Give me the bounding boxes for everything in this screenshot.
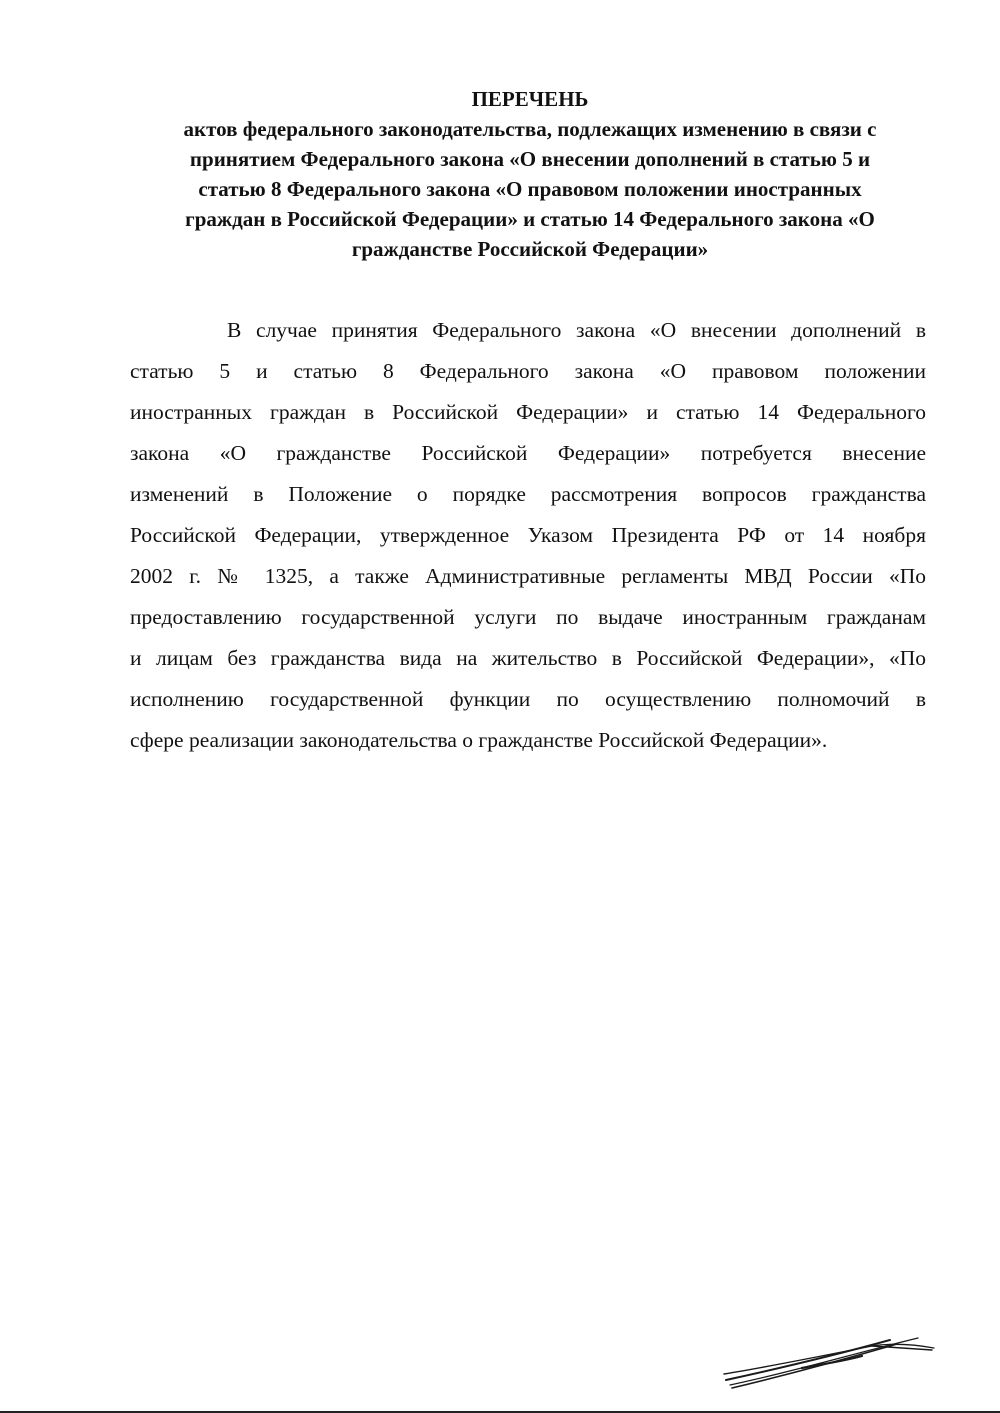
paragraph-line: закона «О гражданстве Российской Федерации» потребуется внесение bbox=[130, 441, 926, 465]
subtitle-line: граждан в Российской Федерации» и статью 14 Федерального закона «О bbox=[185, 207, 875, 231]
subtitle-line: принятием Федерального закона «О внесении дополнений в статью 5 и bbox=[189, 147, 871, 171]
document-heading bbox=[0, 84, 1000, 264]
paragraph-line: и лицам без гражданства вида на жительство в Российской Федерации», «По bbox=[130, 646, 926, 670]
subtitle-line: гражданстве Российской Федерации» bbox=[351, 237, 709, 261]
paragraph-line: статью 5 и статью 8 Федерального закона «О правовом положении bbox=[130, 359, 926, 383]
paragraph-line: исполнению государственной функции по осуществлению полномочий в bbox=[130, 687, 926, 711]
body-paragraph bbox=[130, 310, 926, 761]
paragraph-line: сфере реализации законодательства о гражданстве Российской Федерации». bbox=[130, 728, 828, 752]
paragraph-line: изменений в Положение о порядке рассмотрения вопросов гражданства bbox=[130, 482, 926, 506]
subtitle-line: актов федерального законодательства, подлежащих изменению в связи с bbox=[183, 117, 877, 141]
paragraph-line: В случае принятия Федерального закона «О внесении дополнений в bbox=[227, 318, 926, 342]
document-title: ПЕРЕЧЕНЬ bbox=[471, 87, 589, 111]
paragraph-line: Российской Федерации, утвержденное Указом Президента РФ от 14 ноября bbox=[130, 523, 926, 547]
paragraph-line: предоставлению государственной услуги по выдаче иностранным гражданам bbox=[130, 605, 926, 629]
paragraph-line: 2002 г. № 1325, а также Административные регламенты МВД России «По bbox=[130, 564, 926, 588]
subtitle-line: статью 8 Федерального закона «О правовом положении иностранных bbox=[198, 177, 862, 201]
paragraph-line: иностранных граждан в Российской Федерации» и статью 14 Федерального bbox=[130, 400, 926, 424]
handwritten-signature-icon bbox=[722, 1328, 937, 1398]
